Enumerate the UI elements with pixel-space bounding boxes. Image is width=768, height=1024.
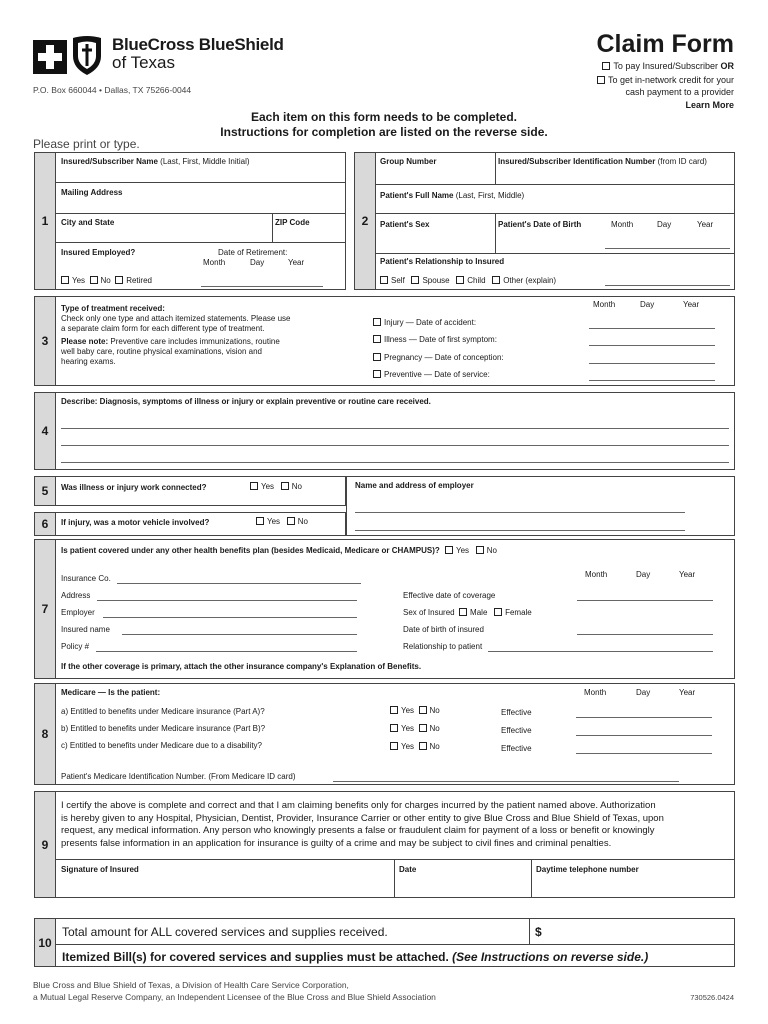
self-checkbox[interactable] <box>380 276 388 284</box>
employed-yes-checkbox[interactable] <box>61 276 69 284</box>
insured-dob-label: Date of birth of insured <box>403 625 484 634</box>
section-number: 9 <box>35 792 56 897</box>
medicare-title: Medicare — Is the patient: <box>61 688 161 697</box>
section-number: 10 <box>35 919 56 966</box>
medicare-b: b) Entitled to benefits under Medicare insurance (Part B)? <box>61 724 266 733</box>
dob-field[interactable] <box>605 248 730 249</box>
preventive-date-field[interactable] <box>589 380 715 381</box>
section-8 <box>34 683 735 785</box>
section-3 <box>34 296 735 386</box>
footer-legal: Blue Cross and Blue Shield of Texas, a Division of Health Care Service Corporation, a Mutual Legal Reserve Company, an Independent Licensee of the Blue Cross and Blue Shield Association <box>33 980 436 1002</box>
insured-dob-field[interactable] <box>577 634 713 635</box>
other-checkbox[interactable] <box>492 276 500 284</box>
option-pay-insured: To pay Insured/Subscriber OR <box>602 61 734 71</box>
retire-date-field[interactable] <box>201 286 323 287</box>
dollar-sign: $ <box>535 925 542 939</box>
describe-line-3[interactable] <box>61 462 729 463</box>
phone-label: Daytime telephone number <box>536 865 639 874</box>
employed-options: Yes No Retired <box>61 276 152 285</box>
instructions: Each item on this form needs to be completed. Instructions for completion are listed on the reverse side. <box>220 110 548 139</box>
total-amount-label: Total amount for ALL covered services and supplies received. <box>62 925 388 939</box>
total-amount-field[interactable] <box>547 921 733 942</box>
s7-day: Day <box>636 570 651 579</box>
option-in-network-credit: To get in-network credit for your cash payment to a provider <box>597 74 734 98</box>
in-network-credit-checkbox[interactable] <box>597 76 605 84</box>
vehicle-yes-checkbox[interactable] <box>256 517 264 525</box>
date-field[interactable] <box>396 876 530 896</box>
injury-option: Injury — Date of accident: <box>373 318 476 327</box>
section-number: 5 <box>35 477 56 505</box>
section-10 <box>34 918 735 967</box>
describe-line-1[interactable] <box>61 428 729 429</box>
section-9 <box>34 791 735 898</box>
male-checkbox[interactable] <box>459 608 467 616</box>
brand-name: BlueCross BlueShield of Texas <box>112 35 284 72</box>
retire-year: Year <box>288 258 305 267</box>
effective-date-field[interactable] <box>577 600 713 601</box>
section-number: 4 <box>35 393 56 469</box>
s7-year: Year <box>679 570 696 579</box>
motor-vehicle-options: Yes No <box>256 517 308 526</box>
injury-date-field[interactable] <box>589 328 715 329</box>
pregnancy-option: Pregnancy — Date of conception: <box>373 353 504 362</box>
patient-name-label: Patient's Full Name (Last, First, Middle) <box>380 191 525 200</box>
retired-checkbox[interactable] <box>115 276 123 284</box>
relationship-label: Relationship to patient <box>403 642 483 651</box>
patient-dob-label: Patient's Date of Birth <box>498 220 582 229</box>
certification-text: I certify the above is complete and correct and that I am claiming benefits only for charges incurred by the patient named above. Authorization is hereby given to any Hospital, Physician, Dentist, Provider, Insurance Carrier or other entity to give Blue Cross and Blue Shield of Texas, upon request, any medical information. Any person who knowingly presents a false or fraudulent claim for payment of a loss or benefit or knowingly presents false information in an application for insurance is guilty of a crime and may be subject to civil fines and criminal penalties. <box>61 800 664 849</box>
phone-field[interactable] <box>533 876 733 896</box>
section-number: 2 <box>355 153 376 289</box>
dob-month: Month <box>611 220 634 229</box>
employed-no-checkbox[interactable] <box>90 276 98 284</box>
employer-label: Name and address of employer <box>355 481 474 490</box>
part-a-date-field[interactable] <box>576 717 712 718</box>
injury-checkbox[interactable] <box>373 318 381 326</box>
preventive-checkbox[interactable] <box>373 370 381 378</box>
disability-options: Yes No <box>390 742 440 751</box>
print-note: Please print or type. <box>33 137 140 151</box>
address-field[interactable] <box>97 600 357 601</box>
retire-day: Day <box>250 258 265 267</box>
primary-coverage-note: If the other coverage is primary, attach the other insurance company's Explanation of Benefits. <box>61 662 422 671</box>
employer-line-1[interactable] <box>355 512 685 513</box>
section-number: 8 <box>35 684 56 784</box>
part-a-yes-checkbox[interactable] <box>390 706 398 714</box>
bcbs-cross-shield-icon <box>33 34 105 76</box>
insured-employed-label: Insured Employed? <box>61 248 136 257</box>
spouse-checkbox[interactable] <box>411 276 419 284</box>
mailing-address: P.O. Box 660044 • Dallas, TX 75266-0044 <box>33 85 192 95</box>
part-a-effective: Effective <box>501 708 532 717</box>
other-coverage-question: Is patient covered under any other health benefits plan (besides Medicaid, Medicare or CHAMPUS)? Yes No <box>61 546 497 555</box>
disability-date-field[interactable] <box>576 753 712 754</box>
dob-day: Day <box>657 220 672 229</box>
address-label: Address <box>61 591 91 600</box>
s3-day: Day <box>640 300 655 309</box>
other-explain-field[interactable] <box>605 285 730 286</box>
medicare-c: c) Entitled to benefits under Medicare due to a disability? <box>61 741 263 750</box>
retirement-date-label: Date of Retirement: <box>218 248 288 257</box>
motor-vehicle-label: If injury, was a motor vehicle involved? <box>61 518 210 527</box>
work-connected-label: Was illness or injury work connected? <box>61 483 207 492</box>
child-checkbox[interactable] <box>456 276 464 284</box>
employer-label: Employer <box>61 608 95 617</box>
part-b-yes-checkbox[interactable] <box>390 724 398 732</box>
policy-label: Policy # <box>61 642 90 651</box>
section-number: 3 <box>35 297 56 385</box>
s3-year: Year <box>683 300 700 309</box>
s3-month: Month <box>593 300 616 309</box>
treatment-info: Type of treatment received: Check only one type and attach itemized statements. Please use a separate claim form for each different type of treatment. Please note: Preventive care includes immunizations, routine well baby care, routine physical examinations, vision and hearing exams. <box>61 304 291 366</box>
section-6 <box>34 512 346 536</box>
coverage-no-checkbox[interactable] <box>476 546 484 554</box>
employer-box <box>346 476 735 536</box>
vehicle-no-checkbox[interactable] <box>287 517 295 525</box>
illness-option: Illness — Date of first symptom: <box>373 335 497 344</box>
insurance-co-label: Insurance Co. <box>61 574 111 583</box>
medicare-id-label: Patient's Medicare Identification Number. (From Medicare ID card) <box>61 772 296 781</box>
section-2 <box>354 152 735 290</box>
employer-field[interactable] <box>103 617 357 618</box>
work-no-checkbox[interactable] <box>281 482 289 490</box>
section-number: 1 <box>35 153 56 289</box>
pay-insured-checkbox[interactable] <box>602 62 610 70</box>
describe-label: Describe: Diagnosis, symptoms of illness or injury or explain preventive or routine care received. <box>61 397 431 406</box>
date-label: Date <box>399 865 417 874</box>
dob-year: Year <box>697 220 714 229</box>
disability-no-checkbox[interactable] <box>419 742 427 750</box>
section-7 <box>34 539 735 679</box>
city-state-label: City and State <box>61 218 115 227</box>
form-title: Claim Form <box>596 30 734 58</box>
medicare-part-a: a) Entitled to benefits under Medicare insurance (Part A)? <box>61 707 265 716</box>
section-5 <box>34 476 346 506</box>
learn-more-link[interactable]: Learn More <box>685 100 734 110</box>
policy-field[interactable] <box>96 651 357 652</box>
group-number-label: Group Number <box>380 157 437 166</box>
retire-month: Month <box>203 258 226 267</box>
signature-label: Signature of Insured <box>61 865 139 874</box>
effective-date-label: Effective date of coverage <box>403 591 496 600</box>
disability-yes-checkbox[interactable] <box>390 742 398 750</box>
signature-field[interactable] <box>57 876 393 896</box>
part-b-options: Yes No <box>390 724 440 733</box>
pregnancy-checkbox[interactable] <box>373 353 381 361</box>
illness-checkbox[interactable] <box>373 335 381 343</box>
zip-label: ZIP Code <box>275 218 310 227</box>
female-checkbox[interactable] <box>494 608 502 616</box>
relationship-field[interactable] <box>488 651 713 652</box>
part-b-no-checkbox[interactable] <box>419 724 427 732</box>
coverage-yes-checkbox[interactable] <box>445 546 453 554</box>
insured-name-field[interactable] <box>122 634 357 635</box>
part-a-no-checkbox[interactable] <box>419 706 427 714</box>
describe-line-2[interactable] <box>61 445 729 446</box>
work-connected-options: Yes No <box>250 482 302 491</box>
subscriber-id-label: Insured/Subscriber Identification Number (from ID card) <box>498 157 707 166</box>
relationship-options: Self Spouse Child Other (explain) <box>380 276 556 285</box>
insured-sex: Sex of Insured Male Female <box>403 608 532 617</box>
s8-day: Day <box>636 688 651 697</box>
disability-effective: Effective <box>501 744 532 753</box>
insured-name-label: Insured name <box>61 625 110 634</box>
s7-month: Month <box>585 570 608 579</box>
part-a-options: Yes No <box>390 706 440 715</box>
insurance-co-field[interactable] <box>117 583 361 584</box>
medicare-id-field[interactable] <box>333 781 679 782</box>
form-code: 730526.0424 <box>690 993 734 1002</box>
part-b-effective: Effective <box>501 726 532 735</box>
section-number: 6 <box>35 513 56 535</box>
bcbs-logo <box>33 34 105 76</box>
patient-sex-label: Patient's Sex <box>380 220 430 229</box>
s8-month: Month <box>584 688 607 697</box>
section-number: 7 <box>35 540 56 678</box>
illness-date-field[interactable] <box>589 345 715 346</box>
s8-year: Year <box>679 688 696 697</box>
itemized-bill-note: Itemized Bill(s) for covered services and supplies must be attached. (See Instructions on reverse side.) <box>62 950 649 964</box>
part-b-date-field[interactable] <box>576 735 712 736</box>
insured-name-label: Insured/Subscriber Name (Last, First, Middle Initial) <box>61 157 250 166</box>
preventive-option: Preventive — Date of service: <box>373 370 490 379</box>
work-yes-checkbox[interactable] <box>250 482 258 490</box>
pregnancy-date-field[interactable] <box>589 363 715 364</box>
relationship-label: Patient's Relationship to Insured <box>380 257 505 266</box>
employer-line-2[interactable] <box>355 530 685 531</box>
section-1 <box>34 152 346 290</box>
section-4 <box>34 392 735 470</box>
mailing-address-label: Mailing Address <box>61 188 123 197</box>
